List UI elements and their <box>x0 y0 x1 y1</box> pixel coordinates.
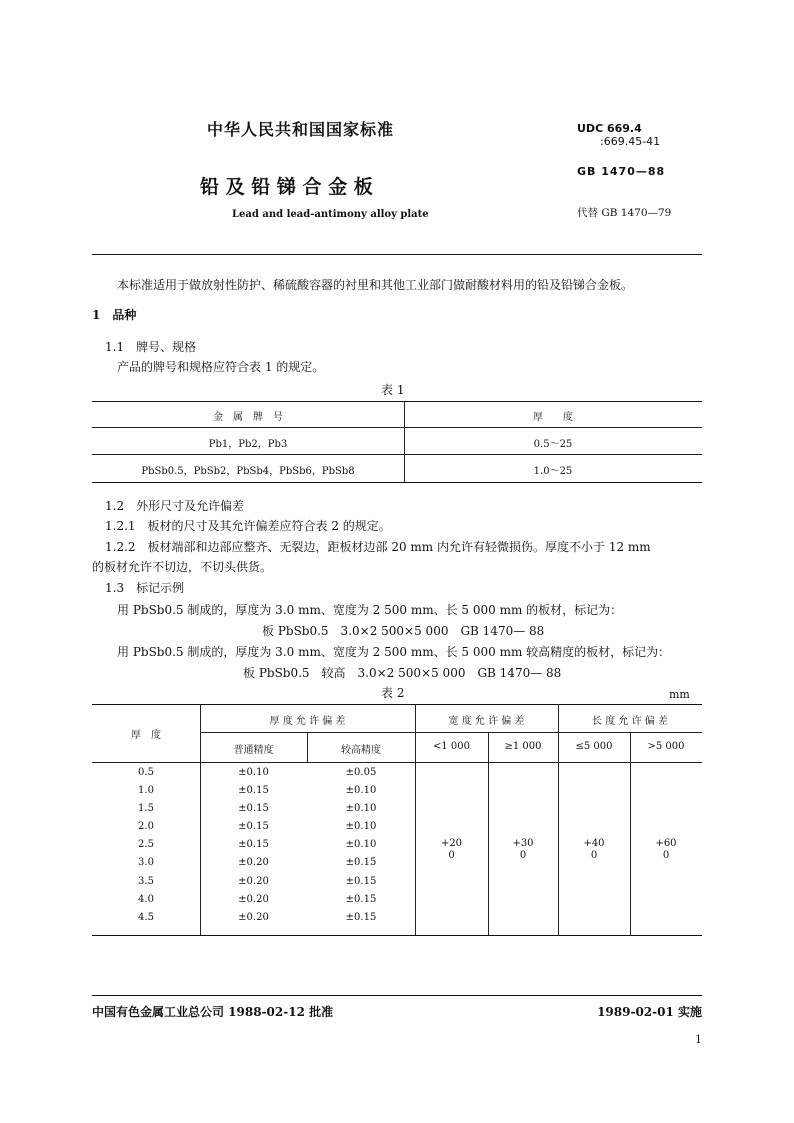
udc-code-sub: :669.45-41 <box>600 135 661 148</box>
table2-length-le-5000-tolerance <box>558 838 630 862</box>
table2-cell: ±0.15 <box>345 893 377 905</box>
intro-paragraph: 本标准适用于做放射性防护、稀硫酸容器的衬里和其他工业部门做耐酸材料用的铅及铅锑合金板。 <box>117 278 634 292</box>
table2-cell: ±0.15 <box>238 839 269 851</box>
table2-high-tolerance-column <box>307 764 415 927</box>
table2-header-length-gt-5000: >5 000 <box>647 741 685 752</box>
table2-cell: 0.5 <box>138 767 154 778</box>
table2-cell: ±0.15 <box>345 875 377 887</box>
document-title-en: Lead and lead-antimony alloy plate <box>232 209 429 220</box>
tolerance-upper: +30 <box>512 838 534 849</box>
section-1-heading: 1 品种 <box>92 308 137 322</box>
table2-caption: 表 2 <box>381 686 405 700</box>
section-1-1-text: 产品的牌号和规格应符合表 1 的规定。 <box>117 360 325 374</box>
table2-normal-tolerance-column <box>200 764 307 927</box>
table2-unit: mm <box>669 688 690 701</box>
table2-cell: ±0.10 <box>345 785 377 797</box>
table2-thickness-column <box>92 764 200 927</box>
table2-cell: 4.5 <box>138 911 154 923</box>
table2-cell: ±0.05 <box>345 767 377 778</box>
table2-cell: ±0.15 <box>345 857 377 869</box>
approval-line: 中国有色金属工业总公司 1988-02-12 批准 <box>92 1005 334 1019</box>
table2-header-length-le-5000: ≤5 000 <box>575 741 613 752</box>
table2-cell: 1.5 <box>138 803 154 815</box>
tolerance-upper: +20 <box>440 838 463 849</box>
page-number: 1 <box>695 1033 702 1046</box>
tolerance-lower: 0 <box>448 850 455 861</box>
example-1-text: 用 PbSb0.5 制成的，厚度为 3.0 mm、宽度为 2 500 mm、长 5 000 mm 的板材，标记为： <box>117 603 623 617</box>
table2-header-width-ge-1000: ≥1 000 <box>504 741 542 752</box>
document-title-cn: 铅 及 铅 锑 合 金 板 <box>200 176 373 198</box>
table1-cell: Pb1，Pb2，Pb3 <box>208 439 288 450</box>
table2-cell: 4.0 <box>138 893 154 905</box>
example-2-text: 用 PbSb0.5 制成的，厚度为 3.0 mm、宽度为 2 500 mm、长 5 000 mm 较高精度的板材，标记为： <box>117 645 671 659</box>
table2-cell: ±0.20 <box>238 911 269 923</box>
tolerance-lower: 0 <box>519 850 527 861</box>
table2-header-normal-precision: 普通精度 <box>233 745 274 756</box>
table2-header-high-precision: 较高精度 <box>341 745 381 756</box>
table2-cell: 2.0 <box>138 821 154 833</box>
table2-cell: 1.0 <box>138 785 154 797</box>
table2-cell: ±0.10 <box>345 803 377 815</box>
table2-cell: ±0.20 <box>238 893 269 905</box>
table1-header-grade: 金 属 牌 号 <box>213 412 283 423</box>
tolerance-lower: 0 <box>590 850 598 861</box>
example-1-marking: 板 PbSb0.5 3.0×2 500×5 000 GB 1470— 88 <box>262 624 545 638</box>
table1-cell: PbSb0.5，PbSb2，PbSb4，PbSb6，PbSb8 <box>141 466 355 477</box>
table2-cell: ±0.10 <box>238 767 269 778</box>
table2-header-thickness: 厚 度 <box>131 730 161 741</box>
table2-cell: 3.5 <box>138 875 154 887</box>
udc-code: UDC 669.4 <box>577 122 642 135</box>
tolerance-upper: +60 <box>655 838 677 849</box>
section-1-2-2-text: 1.2.2 板材端部和边部应整齐、无裂边，距板材边部 20 mm 内允许有轻微损伤。厚度不小于 12 mm <box>105 540 651 554</box>
table2-width-lt-1000-tolerance <box>415 838 488 862</box>
section-1-2-heading: 1.2 外形尺寸及允许偏差 <box>105 499 245 513</box>
section-1-1-heading: 1.1 牌号、规格 <box>105 340 197 354</box>
standard-organization: 中华人民共和国国家标准 <box>207 120 395 139</box>
table2-cell: ±0.10 <box>345 839 377 851</box>
header-rule <box>92 254 702 255</box>
table1-header-thickness: 厚 度 <box>533 412 573 423</box>
table1-cell: 0.5～25 <box>533 439 573 450</box>
table2-cell: ±0.15 <box>238 803 269 815</box>
tolerance-upper: +40 <box>583 838 605 849</box>
table2-header-width-lt-1000: <1 000 <box>432 741 470 752</box>
section-1-2-1-text: 1.2.1 板材的尺寸及其允许偏差应符合表 2 的规定。 <box>105 519 391 533</box>
table2-cell: ±0.15 <box>238 821 269 833</box>
replaces-code: 代替 GB 1470—79 <box>577 207 672 219</box>
example-2-marking: 板 PbSb0.5 较高 3.0×2 500×5 000 GB 1470— 88 <box>243 666 562 680</box>
section-1-2-2-text-cont: 的板材允许不切边，不切头供货。 <box>92 560 273 574</box>
table2-cell: ±0.20 <box>238 857 269 869</box>
table2-cell: ±0.10 <box>345 821 377 833</box>
table2-length-gt-5000-tolerance <box>630 838 702 862</box>
section-1-3-heading: 1.3 标记示例 <box>105 581 185 595</box>
footer-rule <box>92 995 702 996</box>
table2-cell: ±0.15 <box>238 785 269 797</box>
implementation-date: 1989-02-01 实施 <box>597 1005 702 1019</box>
table2-header-width-tolerance: 宽 度 允 许 偏 差 <box>448 716 525 727</box>
table2-cell: ±0.20 <box>238 875 269 887</box>
table2-header-length-tolerance: 长 度 允 许 偏 差 <box>592 716 668 727</box>
table2-cell: ±0.15 <box>345 911 377 923</box>
gb-code: GB 1470—88 <box>577 165 666 178</box>
table2-cell: 3.0 <box>138 857 154 869</box>
tolerance-lower: 0 <box>662 850 670 861</box>
table2-cell: 2.5 <box>138 839 154 851</box>
table2-width-ge-1000-tolerance <box>488 838 558 862</box>
table1-cell: 1.0～25 <box>533 466 573 477</box>
table2-header-thickness-tolerance: 厚 度 允 许 偏 差 <box>269 716 346 727</box>
table1-caption: 表 1 <box>381 383 405 397</box>
